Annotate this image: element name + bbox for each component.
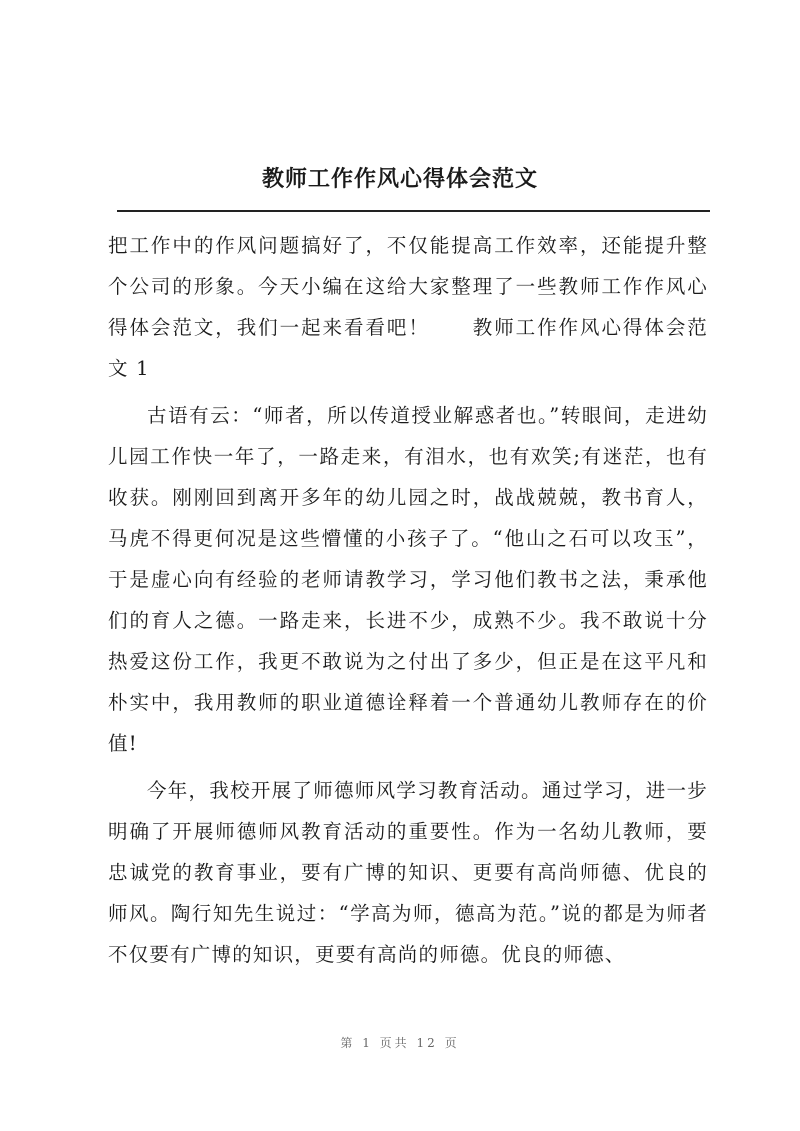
page-number-footer: 第 1 页共 12 页 xyxy=(340,1036,460,1050)
document-body xyxy=(108,225,708,981)
body-paragraph: 古语有云：“师者，所以传道授业解惑者也。”转眼间，走进幼儿园工作快一年了，一路走来，有泪水，也有欢笑;有迷茫，也有收获。刚刚回到离开多年的幼儿园之时，战战兢兢，教书育人，马虎不得更何况是这些懵懂的小孩子了。“他山之石可以攻玉”，于是虚心向有经验的老师请教学习，学习他们教书之法，秉承他们的育人之德。一路走来，长进不少，成熟不少。我不敢说十分热爱这份工作，我更不敢说为之付出了多少，但正是在这平凡和朴实中，我用教师的职业道德诠释着一个普通幼儿教师存在的价值! xyxy=(108,404,708,755)
intro-paragraph: 把工作中的作风问题搞好了，不仅能提高工作效率，还能提升整个公司的形象。今天小编在这给大家整理了一些教师工作作风心得体会范文，我们一起来看看吧！ 教师工作作风心得体会范文 1 xyxy=(108,234,708,380)
body-paragraph: 今年，我校开展了师德师风学习教育活动。通过学习，进一步明确了开展师德师风教育活动的重要性。作为一名幼儿教师，要忠诚党的教育事业，要有广博的知识、更要有高尚师德、优良的师风。陶行知先生说过：“学高为师，德高为范。”说的都是为师者不仅要有广博的知识，更要有高尚的师德。优良的师德、 xyxy=(108,779,708,966)
title-divider xyxy=(117,210,710,212)
document-title: 教师工作作风心得体会范文 xyxy=(261,166,538,192)
